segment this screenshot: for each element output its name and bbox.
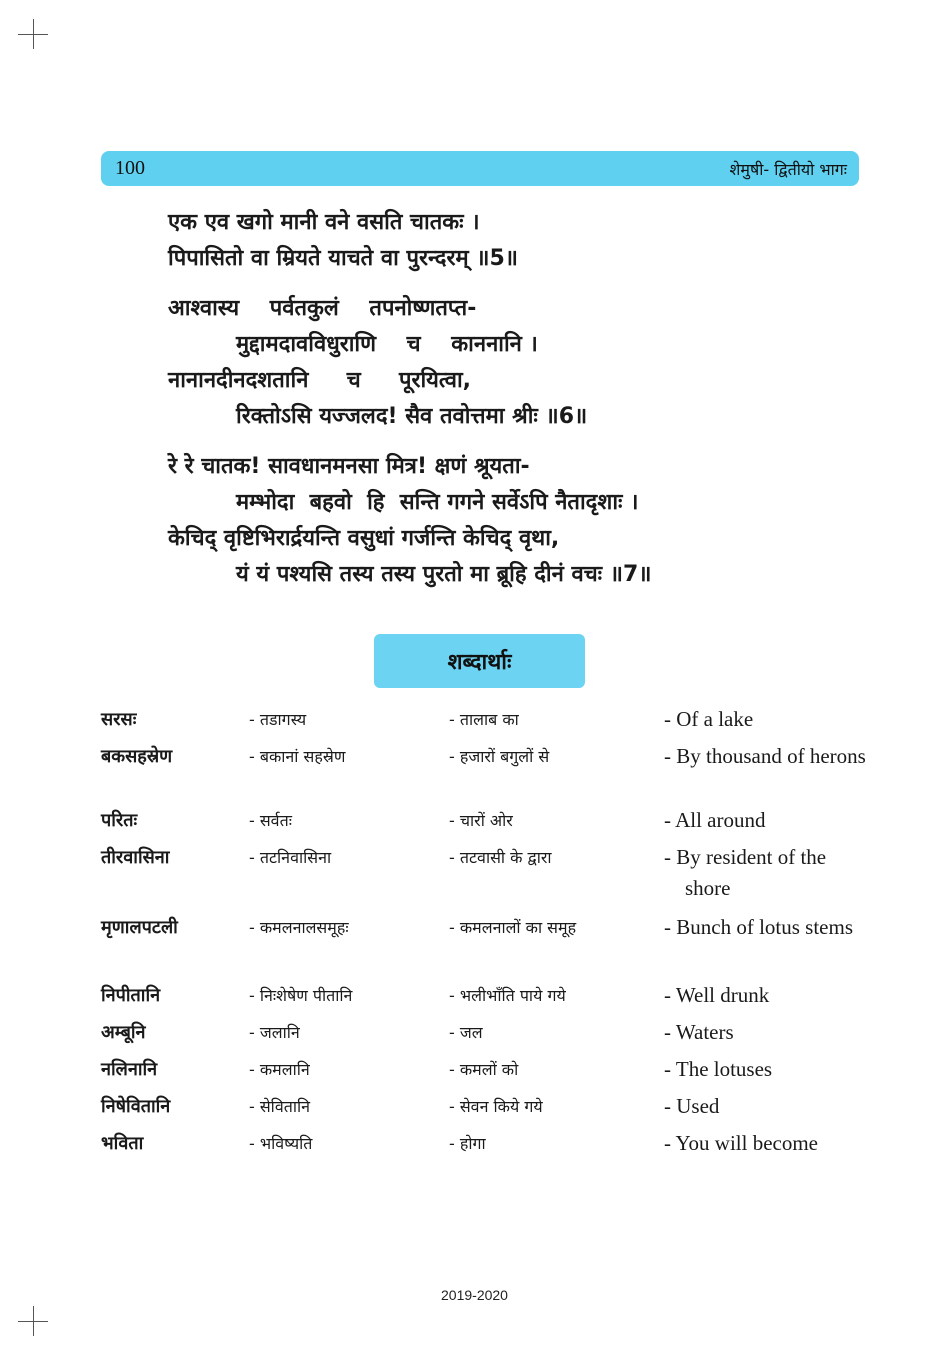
verse-block (168, 449, 808, 593)
verses (168, 205, 808, 607)
verse-line: पिपासितो वा म्रियते याचते वा पुरन्दरम् ॥5॥ (168, 246, 518, 271)
glossary-row (101, 1091, 871, 1128)
glossary-term: परितः (101, 810, 138, 831)
glossary-term: नलिनानि (101, 1059, 158, 1080)
glossary-term: सरसः (101, 709, 137, 730)
sanskrit-meaning: - सेवितानि (249, 1097, 311, 1116)
hindi-meaning: - कमलनालों का समूह (449, 918, 577, 937)
hindi-meaning: - जल (449, 1023, 483, 1042)
sanskrit-meaning: - बकानां सहस्रेण (249, 747, 346, 766)
verse-block (168, 291, 808, 435)
glossary-row (101, 1017, 871, 1054)
glossary-term: निपीतानि (101, 985, 161, 1006)
glossary-term: बकसहस्रेण (101, 746, 173, 767)
hindi-meaning: - कमलों को (449, 1060, 519, 1079)
glossary-row (101, 980, 871, 1017)
verse-line: केचिद् वृष्टिभिरार्द्रयन्ति वसुधां गर्जन्ति केचिद् वृथा, (168, 526, 560, 551)
footer-year: 2019-2020 (441, 1287, 508, 1303)
sanskrit-meaning: - जलानि (249, 1023, 300, 1042)
hindi-meaning: - हजारों बगुलों से (449, 747, 550, 766)
verse-line: मम्भोदा बहवो हि सन्ति गगने सर्वेऽपि नैतादृशाः । (236, 490, 639, 515)
page-number: 100 (115, 157, 145, 179)
crop-mark-top-v (33, 19, 34, 49)
verse-line: यं यं पश्यसि तस्य तस्य पुरतो मा ब्रूहि दीनं वचः ॥7॥ (236, 562, 652, 587)
sanskrit-meaning: - भविष्यति (249, 1134, 313, 1153)
sanskrit-meaning: - तडागस्य (249, 710, 307, 729)
page-header (101, 151, 859, 186)
sanskrit-meaning: - सर्वतः (249, 811, 292, 830)
book-title: शेमुषी- द्वितीयो भागः (729, 159, 847, 179)
english-meaning: - Bunch of lotus stems (664, 915, 853, 939)
glossary-table (101, 704, 871, 1165)
verse-line: रिक्तोऽसि यज्जलद! सैव तवोत्तमा श्रीः ॥6॥ (236, 404, 588, 429)
glossary-term: तीरवासिना (101, 847, 170, 868)
english-meaning: - You will become (664, 1131, 818, 1155)
glossary-row (101, 842, 871, 912)
sanskrit-meaning: - कमलानि (249, 1060, 310, 1079)
glossary-row (101, 704, 871, 741)
verse-block (168, 205, 808, 277)
glossary-term: भविता (101, 1133, 144, 1154)
glossary-row (101, 912, 871, 980)
english-meaning: - By resident of the shore (664, 845, 827, 900)
glossary-term: अम्बूनि (101, 1022, 146, 1043)
glossary-row (101, 805, 871, 842)
sanskrit-meaning: - निःशेषेण पीतानि (249, 986, 353, 1005)
verse-line: नानानदीनदशतानि च पूरयित्वा, (168, 368, 472, 393)
section-heading-box (374, 634, 585, 688)
english-meaning: - Waters (664, 1020, 734, 1044)
verse-line: एक एव खगो मानी वने वसति चातकः । (168, 210, 480, 235)
hindi-meaning: - तटवासी के द्वारा (449, 848, 552, 867)
verse-line: रे रे चातक! सावधानमनसा मित्र! क्षणं श्रूयता- (168, 454, 530, 479)
hindi-meaning: - चारों ओर (449, 811, 513, 830)
glossary-row (101, 741, 871, 805)
english-meaning: - The lotuses (664, 1057, 773, 1081)
verse-line: आश्वास्य पर्वतकुलं तपनोष्णतप्त- (168, 296, 477, 321)
crop-mark-bottom-v (33, 1306, 34, 1336)
hindi-meaning: - भलीभाँति पाये गये (449, 986, 566, 1005)
section-title: शब्दार्थाः (447, 650, 512, 675)
hindi-meaning: - तालाब का (449, 710, 519, 729)
sanskrit-meaning: - कमलनालसमूहः (249, 918, 349, 937)
verse-line: मुद्दामदावविधुराणि च काननानि । (236, 332, 538, 357)
glossary-term: निषेवितानि (101, 1096, 171, 1117)
english-meaning: - All around (664, 808, 766, 832)
english-meaning: - By thousand of herons (664, 744, 866, 768)
hindi-meaning: - सेवन किये गये (449, 1097, 543, 1116)
glossary-row (101, 1054, 871, 1091)
hindi-meaning: - होगा (449, 1134, 486, 1153)
glossary-term: मृणालपटली (101, 917, 178, 938)
english-meaning: - Well drunk (664, 983, 770, 1007)
english-meaning: - Of a lake (664, 707, 754, 731)
glossary-row (101, 1128, 871, 1165)
sanskrit-meaning: - तटनिवासिना (249, 848, 332, 867)
english-meaning: - Used (664, 1094, 720, 1118)
